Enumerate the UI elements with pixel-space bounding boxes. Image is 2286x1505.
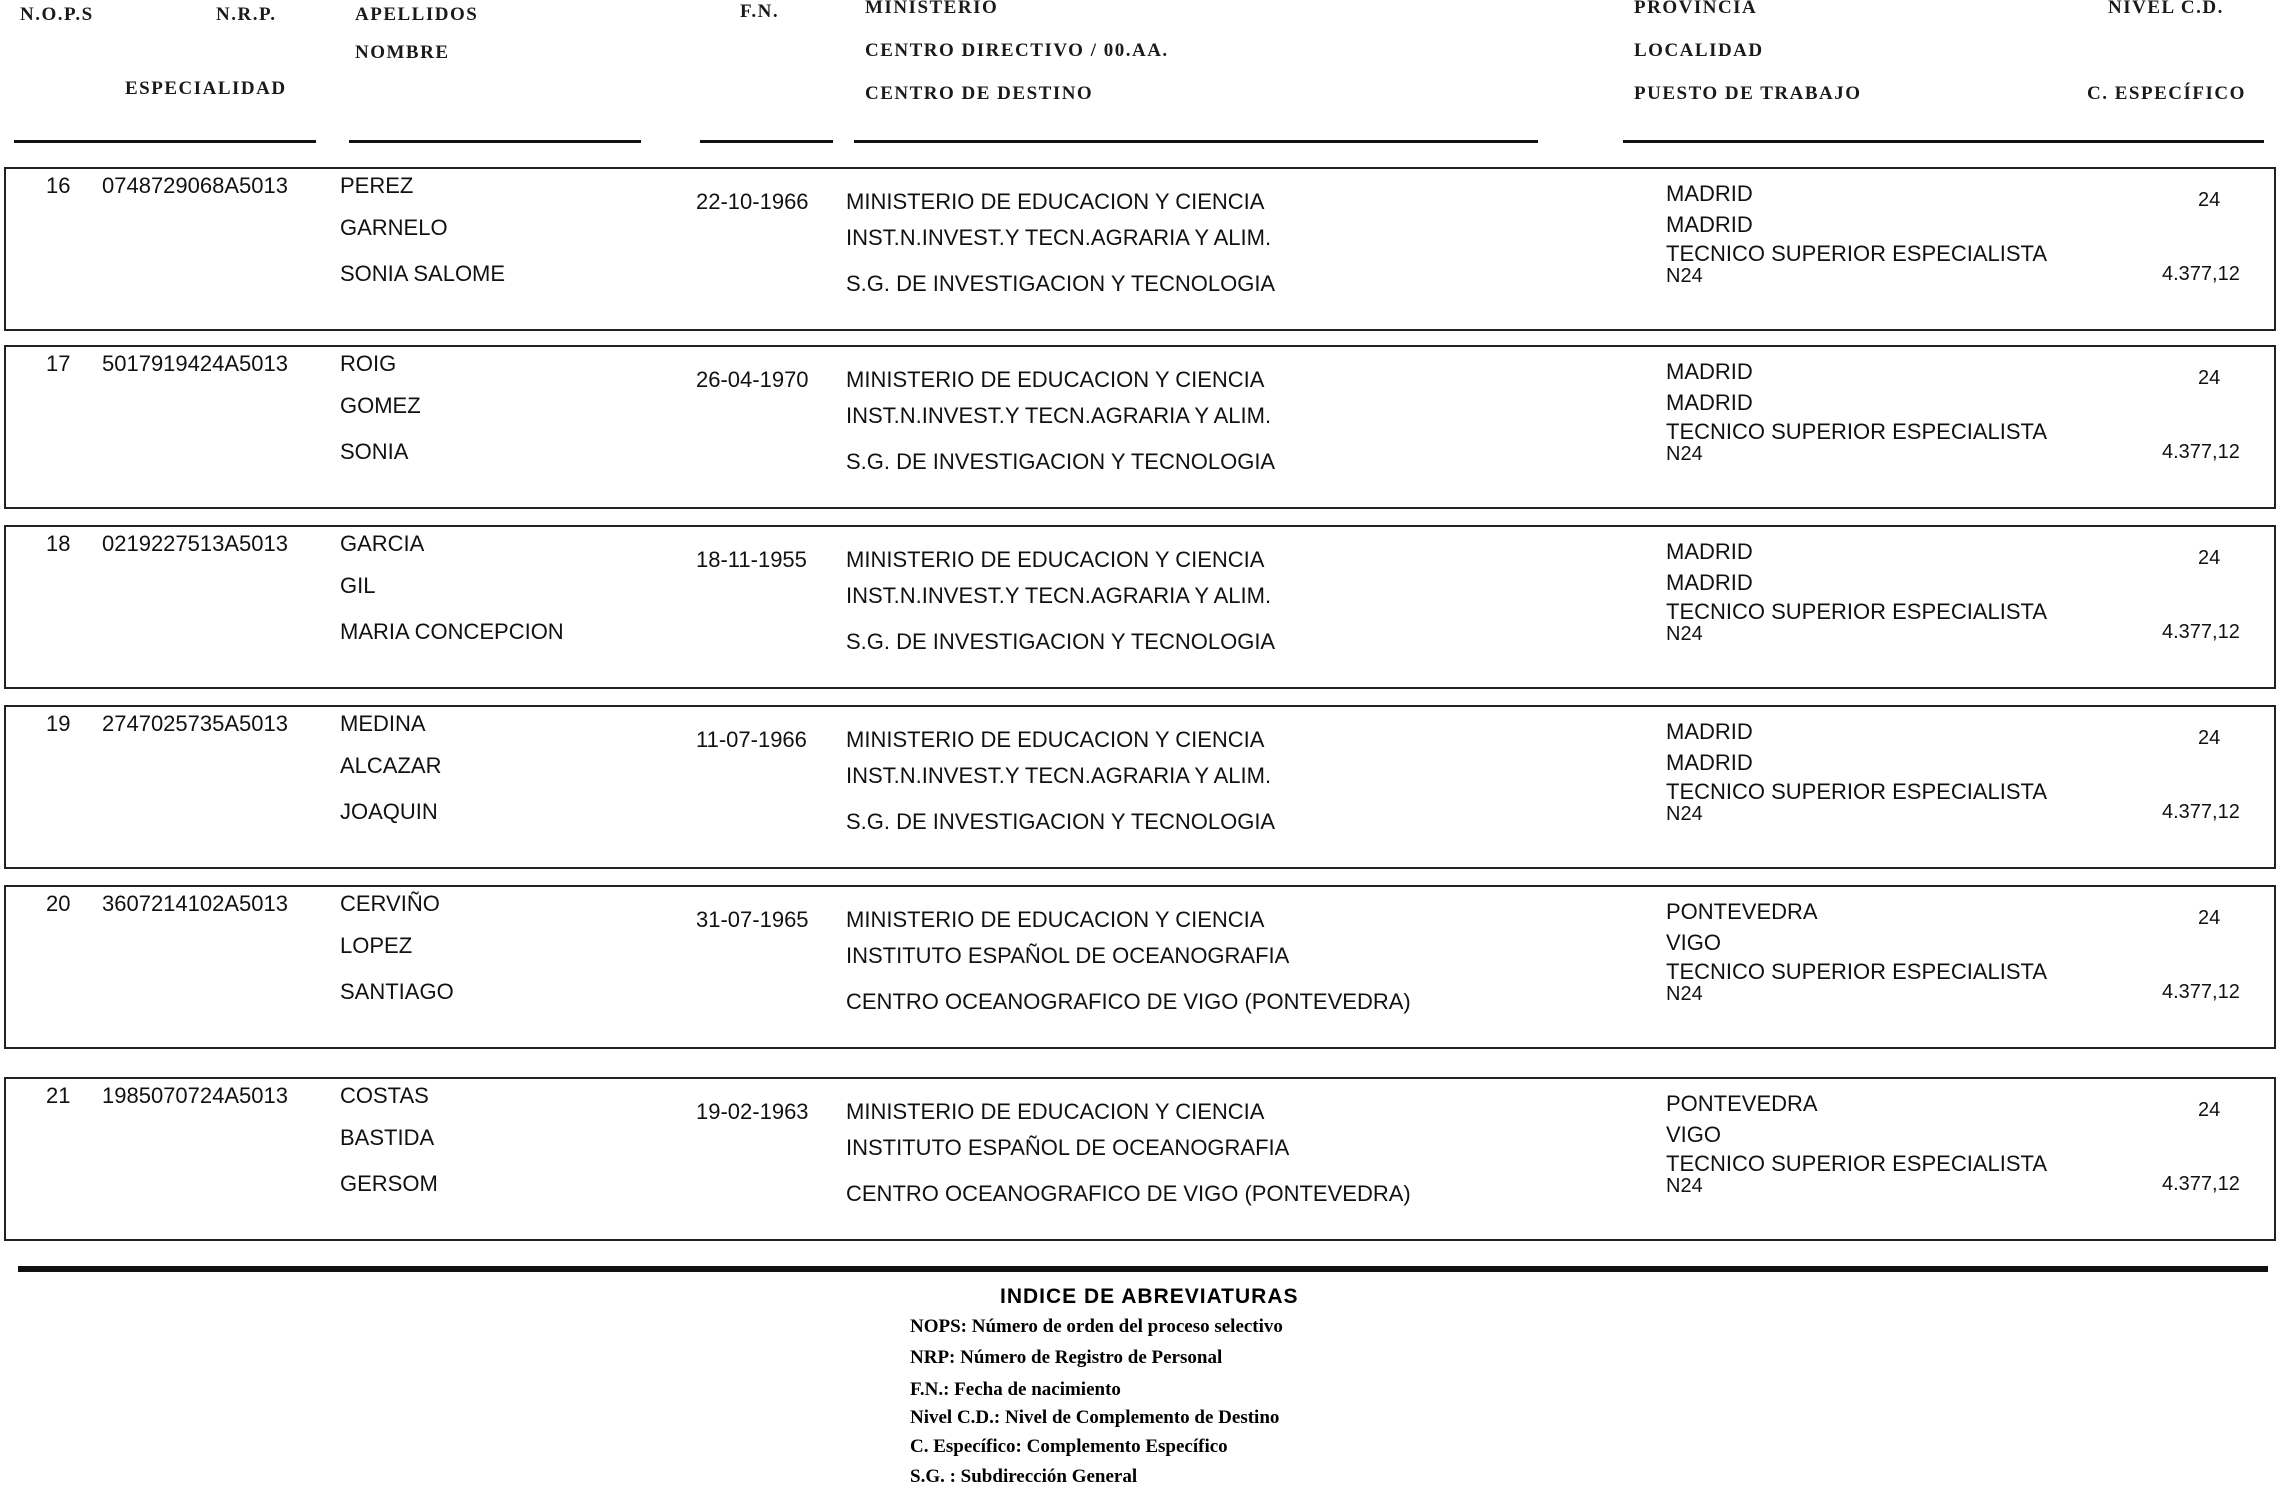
record-centro-directivo: INST.N.INVEST.Y TECN.AGRARIA Y ALIM.: [846, 403, 1272, 428]
record-centro-destino: S.G. DE INVESTIGACION Y TECNOLOGIA: [846, 809, 1276, 834]
record-apellido2: GARNELO: [340, 215, 448, 240]
abbreviations-title: INDICE DE ABREVIATURAS: [1000, 1285, 1299, 1308]
record-localidad: MADRID: [1666, 390, 1753, 415]
record-nombre: SONIA SALOME: [340, 261, 506, 286]
record-puesto: TECNICO SUPERIOR ESPECIALISTA: [1666, 1151, 2048, 1176]
record-nombre: GERSOM: [340, 1171, 438, 1196]
abbreviation-nops: NOPS: Número de orden del proceso selectivo: [910, 1316, 1283, 1337]
record-centro-destino: S.G. DE INVESTIGACION Y TECNOLOGIA: [846, 271, 1276, 296]
record-provincia: MADRID: [1666, 719, 1753, 744]
record-apellido2: BASTIDA: [340, 1125, 435, 1150]
record-apellido1: MEDINA: [340, 711, 426, 736]
footer-rule: [18, 1266, 2268, 1272]
record-apellido1: ROIG: [340, 351, 397, 376]
record-especifico: 4.377,12: [2162, 263, 2240, 285]
record-row: [4, 705, 2276, 869]
record-row: [4, 167, 2276, 331]
record-especifico: 4.377,12: [2162, 981, 2240, 1003]
record-nombre: JOAQUIN: [340, 799, 438, 824]
record-centro-directivo: INSTITUTO ESPAÑOL DE OCEANOGRAFIA: [846, 943, 1290, 968]
record-puesto-nivel: N24: [1666, 803, 1703, 825]
record-apellido1: COSTAS: [340, 1083, 429, 1108]
header-provincia: PROVINCIA: [1634, 0, 1758, 18]
abbreviation-sg: S.G. : Subdirección General: [910, 1466, 1138, 1487]
record-ministerio: MINISTERIO DE EDUCACION Y CIENCIA: [846, 367, 1265, 392]
record-localidad: MADRID: [1666, 750, 1753, 775]
record-nrp: 5017919424A5013: [102, 351, 288, 376]
record-fn: 22-10-1966: [696, 189, 809, 214]
record-nops: 17: [46, 351, 71, 376]
record-puesto-nivel: N24: [1666, 623, 1703, 645]
record-puesto: TECNICO SUPERIOR ESPECIALISTA: [1666, 599, 2048, 624]
header-nivel: NIVEL C.D.: [2108, 0, 2224, 18]
record-ministerio: MINISTERIO DE EDUCACION Y CIENCIA: [846, 189, 1265, 214]
record-nops: 21: [46, 1083, 71, 1108]
record-nivel: 24: [2198, 547, 2221, 569]
record-ministerio: MINISTERIO DE EDUCACION Y CIENCIA: [846, 547, 1265, 572]
record-fn: 11-07-1966: [696, 727, 807, 752]
record-centro-directivo: INSTITUTO ESPAÑOL DE OCEANOGRAFIA: [846, 1135, 1290, 1160]
record-apellido2: LOPEZ: [340, 933, 413, 958]
abbreviation-especifico: C. Específico: Complemento Específico: [910, 1436, 1228, 1457]
header-nombre: NOMBRE: [355, 42, 450, 63]
record-centro-directivo: INST.N.INVEST.Y TECN.AGRARIA Y ALIM.: [846, 763, 1272, 788]
record-nombre: MARIA CONCEPCION: [340, 619, 564, 644]
record-puesto-nivel: N24: [1666, 1175, 1703, 1197]
record-row: [4, 885, 2276, 1049]
header-apellidos: APELLIDOS: [355, 4, 479, 25]
record-provincia: MADRID: [1666, 539, 1753, 564]
abbreviation-fn: F.N.: Fecha de nacimiento: [910, 1379, 1121, 1400]
record-puesto: TECNICO SUPERIOR ESPECIALISTA: [1666, 241, 2048, 266]
abbreviation-nrp: NRP: Número de Registro de Personal: [910, 1347, 1223, 1368]
record-nrp: 0219227513A5013: [102, 531, 288, 556]
record-apellido2: ALCAZAR: [340, 753, 442, 778]
record-apellido2: GOMEZ: [340, 393, 421, 418]
record-localidad: MADRID: [1666, 212, 1753, 237]
header-especifico: C. ESPECÍFICO: [2087, 83, 2246, 104]
record-centro-destino: S.G. DE INVESTIGACION Y TECNOLOGIA: [846, 629, 1276, 654]
record-centro-destino: S.G. DE INVESTIGACION Y TECNOLOGIA: [846, 449, 1276, 474]
record-nivel: 24: [2198, 367, 2221, 389]
record-provincia: MADRID: [1666, 181, 1753, 206]
record-localidad: VIGO: [1666, 930, 1722, 955]
record-row: [4, 345, 2276, 509]
record-puesto: TECNICO SUPERIOR ESPECIALISTA: [1666, 779, 2048, 804]
header-ministerio: MINISTERIO: [865, 0, 999, 18]
record-localidad: MADRID: [1666, 570, 1753, 595]
header-nrp: N.R.P.: [216, 4, 277, 25]
record-provincia: MADRID: [1666, 359, 1753, 384]
record-fn: 19-02-1963: [696, 1099, 809, 1124]
header-nops: N.O.P.S: [20, 4, 94, 25]
header-centro-destino: CENTRO DE DESTINO: [865, 83, 1094, 104]
record-especifico: 4.377,12: [2162, 801, 2240, 823]
record-fn: 18-11-1955: [696, 547, 807, 572]
record-puesto: TECNICO SUPERIOR ESPECIALISTA: [1666, 959, 2048, 984]
record-puesto: TECNICO SUPERIOR ESPECIALISTA: [1666, 419, 2048, 444]
record-nops: 18: [46, 531, 71, 556]
header-especialidad: ESPECIALIDAD: [125, 78, 287, 99]
record-ministerio: MINISTERIO DE EDUCACION Y CIENCIA: [846, 907, 1265, 932]
record-row: [4, 1077, 2276, 1241]
abbreviation-nivel: Nivel C.D.: Nivel de Complemento de Destino: [910, 1407, 1280, 1428]
record-centro-destino: CENTRO OCEANOGRAFICO DE VIGO (PONTEVEDRA): [846, 989, 1411, 1014]
record-apellido2: GIL: [340, 573, 376, 598]
header-rule-fn: [700, 140, 833, 143]
record-centro-destino: CENTRO OCEANOGRAFICO DE VIGO (PONTEVEDRA): [846, 1181, 1411, 1206]
record-apellido1: PEREZ: [340, 173, 414, 198]
record-fn: 31-07-1965: [696, 907, 809, 932]
record-row: [4, 525, 2276, 689]
header-fn: F.N.: [740, 1, 780, 22]
record-apellido1: CERVIÑO: [340, 891, 440, 916]
record-puesto-nivel: N24: [1666, 265, 1703, 287]
record-nops: 20: [46, 891, 71, 916]
record-provincia: PONTEVEDRA: [1666, 899, 1818, 924]
header-rule-ministerio: [854, 140, 1538, 143]
header-rule-apellidos: [349, 140, 641, 143]
header-puesto: PUESTO DE TRABAJO: [1634, 83, 1862, 104]
record-nivel: 24: [2198, 727, 2221, 749]
record-especifico: 4.377,12: [2162, 441, 2240, 463]
record-nops: 19: [46, 711, 71, 736]
header-rule-provincia: [1623, 140, 2264, 143]
record-nivel: 24: [2198, 907, 2221, 929]
record-ministerio: MINISTERIO DE EDUCACION Y CIENCIA: [846, 727, 1265, 752]
record-provincia: PONTEVEDRA: [1666, 1091, 1818, 1116]
header-localidad: LOCALIDAD: [1634, 40, 1764, 61]
record-nombre: SANTIAGO: [340, 979, 454, 1004]
record-nrp: 1985070724A5013: [102, 1083, 288, 1108]
record-nrp: 0748729068A5013: [102, 173, 288, 198]
record-nops: 16: [46, 173, 71, 198]
record-centro-directivo: INST.N.INVEST.Y TECN.AGRARIA Y ALIM.: [846, 225, 1272, 250]
record-apellido1: GARCIA: [340, 531, 425, 556]
record-nivel: 24: [2198, 1099, 2221, 1121]
record-centro-directivo: INST.N.INVEST.Y TECN.AGRARIA Y ALIM.: [846, 583, 1272, 608]
record-fn: 26-04-1970: [696, 367, 809, 392]
record-ministerio: MINISTERIO DE EDUCACION Y CIENCIA: [846, 1099, 1265, 1124]
record-especifico: 4.377,12: [2162, 1173, 2240, 1195]
record-puesto-nivel: N24: [1666, 983, 1703, 1005]
header-centro-directivo: CENTRO DIRECTIVO / 00.AA.: [865, 40, 1169, 61]
record-nrp: 2747025735A5013: [102, 711, 288, 736]
record-especifico: 4.377,12: [2162, 621, 2240, 643]
record-nombre: SONIA: [340, 439, 409, 464]
header-rule-nops: [14, 140, 316, 143]
record-puesto-nivel: N24: [1666, 443, 1703, 465]
record-localidad: VIGO: [1666, 1122, 1722, 1147]
record-nrp: 3607214102A5013: [102, 891, 288, 916]
record-nivel: 24: [2198, 189, 2221, 211]
